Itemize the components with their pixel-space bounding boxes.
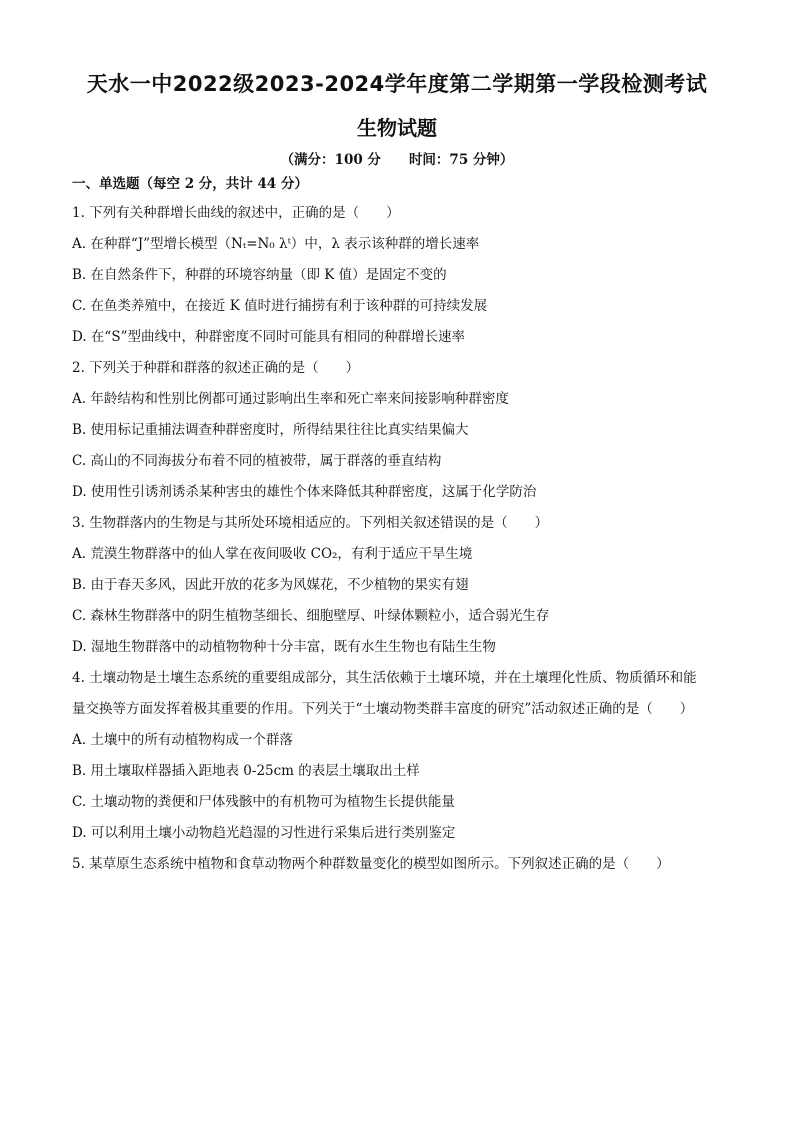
option-2a: A. 年龄结构和性别比例都可通过影响出生率和死亡率来间接影响种群密度 [72,391,509,407]
option-1d: D. 在“S”型曲线中，种群密度不同时可能具有相同的种群增长速率 [72,329,465,345]
question-stem-3: 3. 生物群落内的生物是与其所处环境相适应的。下列相关叙述错误的是（ ） [72,515,549,531]
question-list [72,198,732,880]
option-4d: D. 可以利用土壤小动物趋光趋湿的习性进行采集后进行类别鉴定 [72,825,456,841]
question-stem-4-line1: 4. 土壤动物是土壤生态系统的重要组成部分，其生活依赖于土壤环境，并在土壤理化性质、物质循环和能 [72,670,697,686]
exam-info [0,148,794,168]
option-3a: A. 荒漠生物群落中的仙人掌在夜间吸收 CO₂，有利于适应干旱生境 [72,546,473,562]
option-1c: C. 在鱼类养殖中，在接近 K 值时进行捕捞有利于该种群的可持续发展 [72,298,488,314]
option-1b: B. 在自然条件下，种群的环境容纳量（即 K 值）是固定不变的 [72,267,447,283]
section-heading: 一、单选题（每空 2 分，共计 44 分） [72,176,308,192]
full-score: （满分：100 分 [280,152,381,168]
exam-subject: 生物试题 [357,116,437,140]
option-2c: C. 高山的不同海拔分布着不同的植被带，属于群落的垂直结构 [72,453,442,469]
question-stem-5: 5. 某草原生态系统中植物和食草动物两个种群数量变化的模型如图所示。下列叙述正确的是（ ） [72,856,670,872]
option-3c: C. 森林生物群落中的阴生植物茎细长、细胞壁厚、叶绿体颗粒小，适合弱光生存 [72,608,550,624]
option-2d: D. 使用性引诱剂诱杀某种害虫的雄性个体来降低其种群密度，这属于化学防治 [72,484,537,500]
option-3d: D. 湿地生物群落中的动植物物种十分丰富，既有水生生物也有陆生生物 [72,639,496,655]
exam-title: 天水一中2022级2023-2024学年度第二学期第一学段检测考试 [86,72,708,96]
option-4a: A. 土壤中的所有动植物构成一个群落 [72,732,293,748]
question-stem-2: 2. 下列关于种群和群落的叙述正确的是（ ） [72,360,360,376]
question-stem-1: 1. 下列有关种群增长曲线的叙述中，正确的是（ ） [72,205,400,221]
option-4c: C. 土壤动物的粪便和尸体残骸中的有机物可为植物生长提供能量 [72,794,455,810]
option-1a: A. 在种群“J”型增长模型（Nₜ=N₀ λᵗ）中，λ 表示该种群的增长速率 [72,236,480,252]
option-2b: B. 使用标记重捕法调查种群密度时，所得结果往往比真实结果偏大 [72,422,469,438]
option-4b: B. 用土壤取样器插入距地表 0-25cm 的表层土壤取出土样 [72,763,420,779]
exam-time: 时间：75 分钟） [408,152,514,168]
question-stem-4-line2: 量交换等方面发挥着极其重要的作用。下列关于“土壤动物类群丰富度的研究”活动叙述正确的是（ ） [72,701,694,717]
option-3b: B. 由于春天多风，因此开放的花多为风媒花，不少植物的果实有翅 [72,577,469,593]
